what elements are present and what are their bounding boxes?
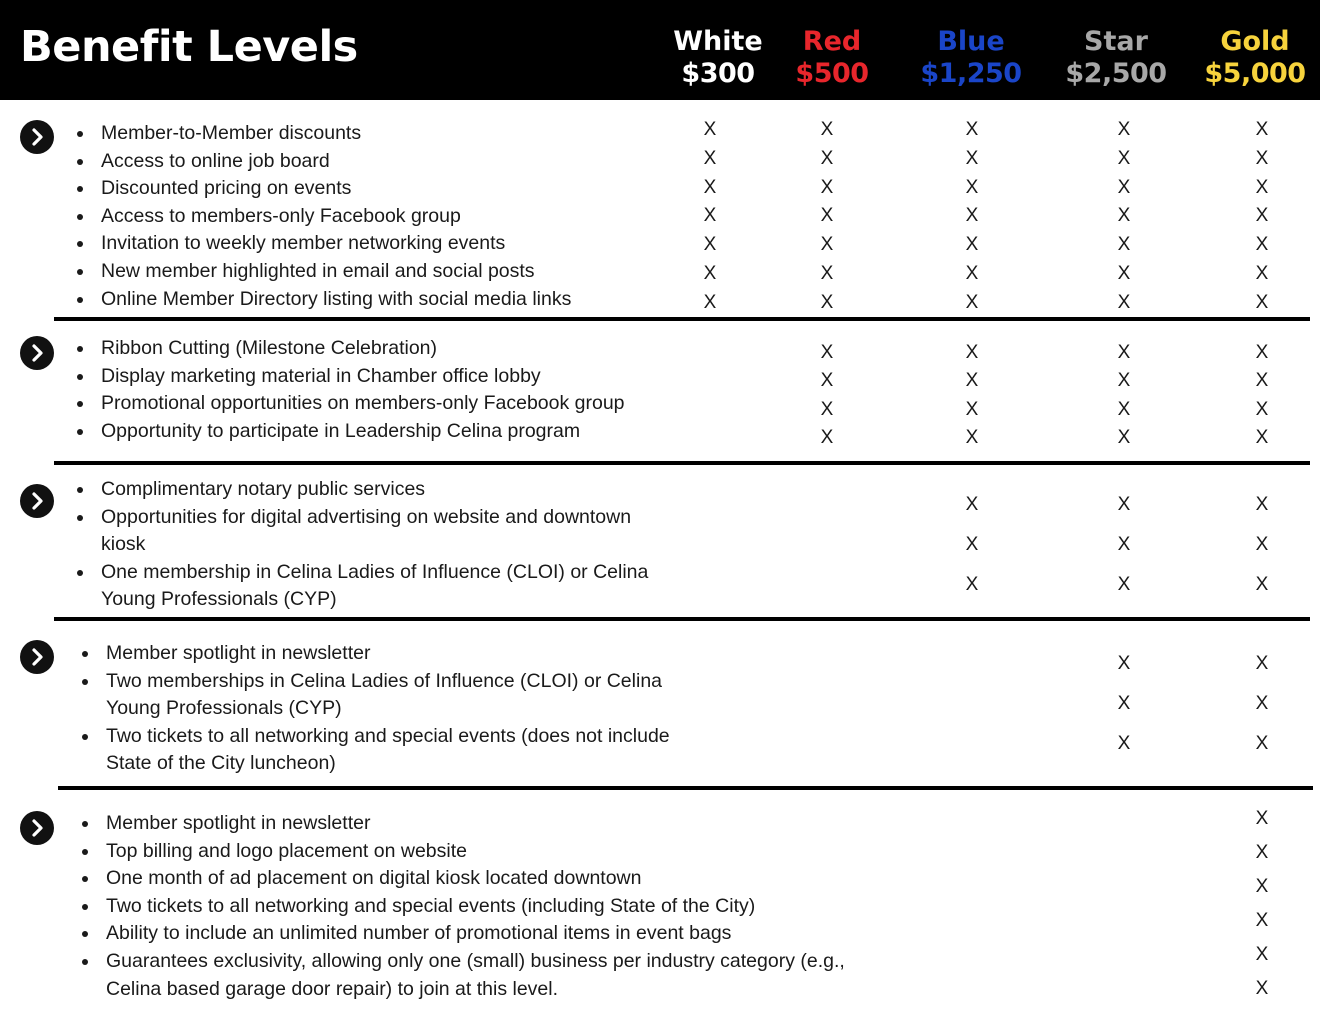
included-mark-star: X — [1117, 399, 1131, 420]
chevron-right-circle-icon — [20, 640, 54, 674]
included-mark-red: X — [820, 205, 834, 226]
included-mark-gold: X — [1255, 842, 1269, 863]
benefit-item: One membership in Celina Ladies of Influence (CLOI) or Celina Young Professionals (CYP) — [75, 559, 655, 614]
included-mark-white: X — [703, 263, 717, 284]
included-mark-red: X — [820, 119, 834, 140]
included-mark-blue: X — [965, 494, 979, 515]
included-mark-star: X — [1117, 263, 1131, 284]
included-mark-red: X — [820, 177, 834, 198]
benefit-item: Guarantees exclusivity, allowing only one (small) business per industry category (e.g., Celina based garage door repair) to join at this level. — [80, 948, 860, 1003]
included-mark-white: X — [703, 205, 717, 226]
included-mark-gold: X — [1255, 119, 1269, 140]
section-divider — [58, 786, 1313, 790]
benefit-item: Member spotlight in newsletter — [80, 640, 690, 668]
included-mark-star: X — [1117, 427, 1131, 448]
benefit-item: New member highlighted in email and social posts — [75, 258, 635, 286]
benefit-item: Ribbon Cutting (Milestone Celebration) — [75, 335, 655, 363]
tier-price: $1,250 — [920, 58, 1022, 89]
included-mark-star: X — [1117, 205, 1131, 226]
included-mark-blue: X — [965, 148, 979, 169]
benefit-item: Discounted pricing on events — [75, 175, 635, 203]
included-mark-gold: X — [1255, 944, 1269, 965]
included-mark-white: X — [703, 148, 717, 169]
page-title: Benefit Levels — [20, 22, 358, 72]
included-mark-gold: X — [1255, 234, 1269, 255]
included-mark-star: X — [1117, 148, 1131, 169]
included-mark-red: X — [820, 427, 834, 448]
included-mark-gold: X — [1255, 494, 1269, 515]
benefit-item: Invitation to weekly member networking events — [75, 230, 635, 258]
tier-name: Star — [1084, 26, 1148, 57]
benefit-list — [75, 476, 655, 614]
included-mark-blue: X — [965, 574, 979, 595]
chevron-right-circle-icon — [20, 120, 54, 154]
tier-name: Red — [802, 26, 862, 57]
benefit-item: Complimentary notary public services — [75, 476, 655, 504]
benefit-item: Access to members-only Facebook group — [75, 203, 635, 231]
included-mark-gold: X — [1255, 205, 1269, 226]
tier-name: Blue — [937, 26, 1005, 57]
included-mark-red: X — [820, 263, 834, 284]
benefit-item: Two memberships in Celina Ladies of Influence (CLOI) or Celina Young Professionals (CYP) — [80, 668, 690, 723]
tier-price: $2,500 — [1065, 58, 1167, 89]
benefit-item: Display marketing material in Chamber office lobby — [75, 363, 655, 391]
included-mark-star: X — [1117, 234, 1131, 255]
included-mark-gold: X — [1255, 342, 1269, 363]
included-mark-star: X — [1117, 292, 1131, 313]
included-mark-white: X — [703, 177, 717, 198]
included-mark-gold: X — [1255, 978, 1269, 999]
included-mark-gold: X — [1255, 177, 1269, 198]
included-mark-gold: X — [1255, 292, 1269, 313]
included-mark-star: X — [1117, 494, 1131, 515]
benefit-item: Access to online job board — [75, 148, 635, 176]
included-mark-star: X — [1117, 177, 1131, 198]
included-mark-blue: X — [965, 370, 979, 391]
benefit-item: Promotional opportunities on members-only Facebook group — [75, 390, 655, 418]
benefit-item: Ability to include an unlimited number of promotional items in event bags — [80, 920, 860, 948]
benefit-item: Top billing and logo placement on website — [80, 838, 860, 866]
benefit-list — [80, 810, 860, 1003]
included-mark-white: X — [703, 292, 717, 313]
included-mark-blue: X — [965, 263, 979, 284]
included-mark-gold: X — [1255, 263, 1269, 284]
tier-price: $300 — [681, 58, 755, 89]
tier-name: White — [673, 26, 763, 57]
benefit-item: Two tickets to all networking and special events (including State of the City) — [80, 893, 860, 921]
tier-header-gold — [1175, 26, 1320, 90]
benefit-item: Opportunity to participate in Leadership Celina program — [75, 418, 655, 446]
included-mark-gold: X — [1255, 910, 1269, 931]
chevron-right-circle-icon — [20, 336, 54, 370]
tier-name: Gold — [1220, 26, 1290, 57]
included-mark-gold: X — [1255, 574, 1269, 595]
included-mark-gold: X — [1255, 653, 1269, 674]
included-mark-red: X — [820, 148, 834, 169]
benefit-item: Online Member Directory listing with social media links — [75, 286, 635, 314]
included-mark-star: X — [1117, 370, 1131, 391]
section-divider — [54, 461, 1310, 465]
included-mark-red: X — [820, 370, 834, 391]
included-mark-gold: X — [1255, 876, 1269, 897]
included-mark-white: X — [703, 234, 717, 255]
benefit-list — [80, 640, 690, 778]
included-mark-gold: X — [1255, 399, 1269, 420]
included-mark-blue: X — [965, 234, 979, 255]
included-mark-gold: X — [1255, 733, 1269, 754]
included-mark-star: X — [1117, 653, 1131, 674]
tier-price: $500 — [795, 58, 869, 89]
benefit-item: Member spotlight in newsletter — [80, 810, 860, 838]
benefit-item: Member-to-Member discounts — [75, 120, 635, 148]
included-mark-star: X — [1117, 342, 1131, 363]
tier-price: $5,000 — [1204, 58, 1306, 89]
included-mark-gold: X — [1255, 370, 1269, 391]
included-mark-red: X — [820, 399, 834, 420]
included-mark-star: X — [1117, 733, 1131, 754]
included-mark-blue: X — [965, 119, 979, 140]
included-mark-blue: X — [965, 292, 979, 313]
included-mark-blue: X — [965, 534, 979, 555]
included-mark-blue: X — [965, 427, 979, 448]
section-divider — [54, 317, 1310, 321]
included-mark-blue: X — [965, 177, 979, 198]
tier-header-red — [752, 26, 912, 90]
included-mark-red: X — [820, 342, 834, 363]
included-mark-red: X — [820, 234, 834, 255]
included-mark-gold: X — [1255, 427, 1269, 448]
included-mark-gold: X — [1255, 534, 1269, 555]
included-mark-blue: X — [965, 205, 979, 226]
benefit-list — [75, 335, 655, 445]
included-mark-red: X — [820, 292, 834, 313]
benefit-item: Two tickets to all networking and special events (does not include State of the City luncheon) — [80, 723, 690, 778]
included-mark-star: X — [1117, 693, 1131, 714]
included-mark-white: X — [703, 119, 717, 140]
included-mark-star: X — [1117, 534, 1131, 555]
benefit-item: Opportunities for digital advertising on website and downtown kiosk — [75, 504, 655, 559]
included-mark-blue: X — [965, 342, 979, 363]
chevron-right-circle-icon — [20, 811, 54, 845]
included-mark-gold: X — [1255, 148, 1269, 169]
included-mark-gold: X — [1255, 808, 1269, 829]
tier-header-blue — [891, 26, 1051, 90]
included-mark-star: X — [1117, 574, 1131, 595]
included-mark-blue: X — [965, 399, 979, 420]
tier-header-star — [1036, 26, 1196, 90]
section-divider — [54, 617, 1310, 621]
included-mark-star: X — [1117, 119, 1131, 140]
included-mark-gold: X — [1255, 693, 1269, 714]
benefit-item: One month of ad placement on digital kiosk located downtown — [80, 865, 860, 893]
benefit-list — [75, 120, 635, 313]
chevron-right-circle-icon — [20, 484, 54, 518]
